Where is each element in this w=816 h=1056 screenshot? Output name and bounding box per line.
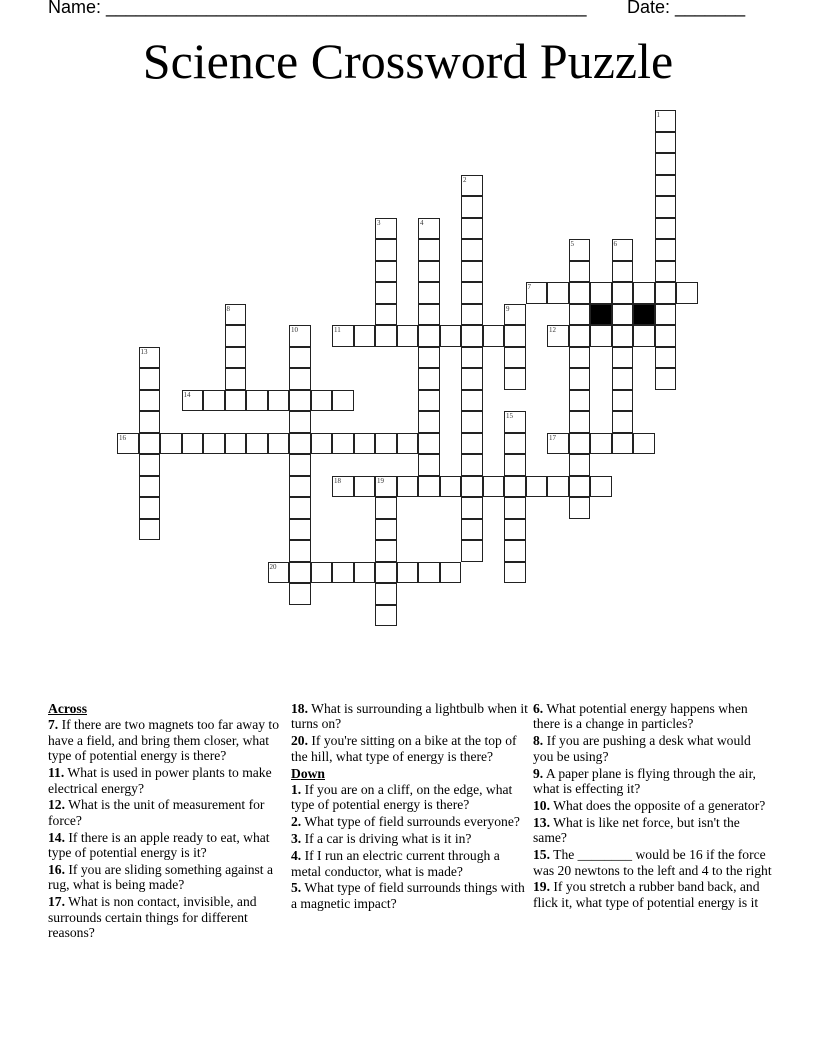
grid-cell[interactable] <box>461 304 483 326</box>
grid-cell[interactable] <box>375 562 397 584</box>
clue-down-4: 4. If I run an electric current through a metal conductor, what is made? <box>291 848 500 879</box>
clue-down-3: 3. If a car is driving what is it in? <box>291 831 472 847</box>
grid-cell[interactable] <box>612 261 634 283</box>
grid-cell[interactable] <box>139 433 161 455</box>
grid-cell[interactable] <box>268 390 290 412</box>
grid-cell[interactable] <box>612 411 634 433</box>
grid-cell[interactable] <box>225 304 247 326</box>
grid-cell[interactable] <box>612 325 634 347</box>
grid-cell[interactable] <box>289 562 311 584</box>
grid-cell[interactable] <box>655 175 677 197</box>
grid-cell[interactable] <box>332 433 354 455</box>
grid-cell[interactable] <box>225 433 247 455</box>
grid-cell[interactable] <box>655 347 677 369</box>
clue-down-1: 1. If you are on a cliff, on the edge, what type of potential energy is there? <box>291 782 513 813</box>
grid-cell[interactable] <box>289 476 311 498</box>
grid-cell[interactable] <box>440 476 462 498</box>
grid-cell[interactable] <box>289 497 311 519</box>
clue-number: 9 <box>506 304 510 313</box>
across-heading: Across <box>48 701 88 716</box>
clue-down-9: 9. A paper plane is flying through the air, what is effecting it? <box>533 765 756 797</box>
grid-cell[interactable] <box>590 433 612 455</box>
clue-number: 18 <box>334 476 341 485</box>
grid-cell[interactable] <box>569 282 591 304</box>
grid-cell[interactable] <box>504 325 526 347</box>
clue-across-14: 14. If there is an apple ready to eat, what type of potential energy is it? <box>48 829 270 861</box>
grid-cell[interactable] <box>547 433 569 455</box>
grid-cell[interactable] <box>440 562 462 584</box>
grid-cell[interactable] <box>268 562 290 584</box>
grid-cell[interactable] <box>504 304 526 326</box>
grid-cell[interactable] <box>397 562 419 584</box>
grid-cell[interactable] <box>375 497 397 519</box>
grid-cell[interactable] <box>139 476 161 498</box>
grid-cell[interactable] <box>418 390 440 412</box>
grid-cell[interactable] <box>569 368 591 390</box>
clue-across-17: 17. What is non contact, invisible, and surrounds certain things for different reasons? <box>48 894 257 941</box>
grid-cell[interactable] <box>246 433 268 455</box>
grid-cell[interactable] <box>461 411 483 433</box>
grid-cell[interactable] <box>418 347 440 369</box>
grid-cell[interactable] <box>655 261 677 283</box>
grid-cell[interactable] <box>504 454 526 476</box>
grid-cell[interactable] <box>139 454 161 476</box>
grid-cell[interactable] <box>461 347 483 369</box>
grid-cell[interactable] <box>526 476 548 498</box>
clue-down-15: 15. The ________ would be 16 if the force was 20 newtons to the left and 4 to the right <box>533 847 772 878</box>
grid-cell[interactable] <box>569 347 591 369</box>
grid-cell[interactable] <box>461 519 483 541</box>
grid-cell[interactable] <box>461 218 483 240</box>
grid-cell[interactable] <box>289 325 311 347</box>
grid-cell[interactable] <box>268 433 290 455</box>
grid-cell[interactable] <box>483 325 505 347</box>
clues-column-2 <box>291 701 531 913</box>
grid-cell[interactable] <box>375 304 397 326</box>
grid-cell[interactable] <box>139 519 161 541</box>
grid-cell[interactable] <box>289 411 311 433</box>
grid-cell[interactable] <box>461 325 483 347</box>
grid-cell[interactable] <box>289 347 311 369</box>
grid-cell[interactable] <box>418 218 440 240</box>
grid-cell[interactable] <box>590 476 612 498</box>
grid-cell[interactable] <box>375 540 397 562</box>
grid-cell[interactable] <box>139 347 161 369</box>
grid-cell[interactable] <box>655 325 677 347</box>
grid-cell[interactable] <box>311 562 333 584</box>
grid-cell[interactable] <box>375 282 397 304</box>
grid-cell[interactable] <box>418 239 440 261</box>
grid-cell[interactable] <box>483 476 505 498</box>
grid-cell[interactable] <box>354 562 376 584</box>
grid-cell[interactable] <box>289 583 311 605</box>
grid-cell[interactable] <box>569 411 591 433</box>
grid-cell[interactable] <box>289 454 311 476</box>
grid-cell[interactable] <box>655 153 677 175</box>
black-cell <box>590 304 612 326</box>
grid-cell[interactable] <box>440 325 462 347</box>
grid-cell[interactable] <box>418 562 440 584</box>
grid-cell[interactable] <box>182 390 204 412</box>
grid-cell[interactable] <box>504 519 526 541</box>
grid-cell[interactable] <box>504 368 526 390</box>
grid-cell[interactable] <box>633 433 655 455</box>
grid-cell[interactable] <box>225 347 247 369</box>
grid-cell[interactable] <box>225 390 247 412</box>
grid-cell[interactable] <box>612 347 634 369</box>
grid-cell[interactable] <box>418 433 440 455</box>
grid-cell[interactable] <box>569 433 591 455</box>
clue-number: 1 <box>656 111 660 119</box>
grid-cell[interactable] <box>160 433 182 455</box>
grid-cell[interactable] <box>182 433 204 455</box>
grid-cell[interactable] <box>655 132 677 154</box>
grid-cell[interactable] <box>375 433 397 455</box>
clue-number: 10 <box>291 326 298 334</box>
grid-cell[interactable] <box>461 390 483 412</box>
grid-cell[interactable] <box>289 519 311 541</box>
grid-cell[interactable] <box>139 411 161 433</box>
grid-cell[interactable] <box>569 476 591 498</box>
clue-number: 2 <box>463 175 467 184</box>
grid-cell[interactable] <box>612 304 634 326</box>
clue-number: 4 <box>420 218 424 227</box>
grid-cell[interactable] <box>375 239 397 261</box>
grid-cell[interactable] <box>461 175 483 197</box>
clue-across-12: 12. What is the unit of measurement for force? <box>48 797 265 828</box>
grid-cell[interactable] <box>332 325 354 347</box>
clue-number: 6 <box>613 240 617 248</box>
grid-cell[interactable] <box>655 282 677 304</box>
grid-cell[interactable] <box>375 261 397 283</box>
clue-number: 19 <box>377 476 384 485</box>
grid-cell[interactable] <box>461 454 483 476</box>
grid-cell[interactable] <box>655 110 677 132</box>
grid-cell[interactable] <box>461 540 483 562</box>
grid-cell[interactable] <box>461 433 483 455</box>
grid-cell[interactable] <box>655 196 677 218</box>
grid-cell[interactable] <box>676 282 698 304</box>
clue-number: 15 <box>506 412 513 420</box>
grid-cell[interactable] <box>139 497 161 519</box>
grid-cell[interactable] <box>354 325 376 347</box>
grid-cell[interactable] <box>375 325 397 347</box>
grid-cell[interactable] <box>655 304 677 326</box>
grid-cell[interactable] <box>418 368 440 390</box>
grid-cell[interactable] <box>504 476 526 498</box>
clue-number: 20 <box>269 562 277 571</box>
grid-cell[interactable] <box>418 282 440 304</box>
clue-across-20: 20. If you're sitting on a bike at the top of the hill, what type of energy is there? <box>291 733 517 764</box>
grid-cell[interactable] <box>612 282 634 304</box>
grid-cell[interactable] <box>547 282 569 304</box>
grid-cell[interactable] <box>461 368 483 390</box>
clue-across-11: 11. What is used in power plants to make electrical energy? <box>48 765 272 796</box>
clue-down-19: 19. If you stretch a rubber band back, and flick it, what type of potential energy is it <box>533 879 760 910</box>
grid-cell[interactable] <box>569 261 591 283</box>
grid-cell[interactable] <box>461 261 483 283</box>
grid-cell[interactable] <box>375 583 397 605</box>
grid-cell[interactable] <box>139 368 161 390</box>
grid-cell[interactable] <box>612 368 634 390</box>
grid-cell[interactable] <box>526 282 548 304</box>
grid-cell[interactable] <box>332 562 354 584</box>
grid-cell[interactable] <box>569 497 591 519</box>
clues-column-1 <box>48 701 288 942</box>
grid-cell[interactable] <box>418 304 440 326</box>
clue-down-13: 13. What is like net force, but isn't the same? <box>533 814 740 846</box>
clue-down-6: 6. What potential energy happens when there is a change in particles? <box>533 701 748 732</box>
grid-cell[interactable] <box>547 325 569 347</box>
grid-cell[interactable] <box>354 476 376 498</box>
grid-cell[interactable] <box>461 239 483 261</box>
grid-cell[interactable] <box>375 218 397 240</box>
name-field[interactable]: Name: ________________________________________________ <box>48 0 587 17</box>
grid-cell[interactable] <box>354 433 376 455</box>
grid-cell[interactable] <box>633 325 655 347</box>
clue-number: 16 <box>119 433 126 442</box>
clue-number: 13 <box>140 347 148 356</box>
grid-cell[interactable] <box>504 347 526 369</box>
down-heading: Down <box>291 765 325 781</box>
grid-cell[interactable] <box>504 562 526 584</box>
grid-cell[interactable] <box>461 196 483 218</box>
grid-cell[interactable] <box>397 476 419 498</box>
grid-cell[interactable] <box>569 239 591 261</box>
grid-cell[interactable] <box>203 390 225 412</box>
grid-cell[interactable] <box>289 368 311 390</box>
grid-cell[interactable] <box>332 390 354 412</box>
clue-down-8: 8. If you are pushing a desk what would you be using? <box>533 733 751 764</box>
clue-down-10: 10. What does the opposite of a generator? <box>533 797 766 813</box>
clue-down-5: 5. What type of field surrounds things with a magnetic impact? <box>291 880 525 911</box>
clue-down-2: 2. What type of field surrounds everyone? <box>291 814 520 830</box>
grid-cell[interactable] <box>569 325 591 347</box>
grid-cell[interactable] <box>590 282 612 304</box>
grid-cell[interactable] <box>461 476 483 498</box>
grid-cell[interactable] <box>504 540 526 562</box>
grid-cell[interactable] <box>461 497 483 519</box>
clue-number: 5 <box>570 240 574 248</box>
clue-number: 8 <box>226 304 230 313</box>
clue-number: 11 <box>334 326 341 334</box>
grid-cell[interactable] <box>311 433 333 455</box>
clue-number: 12 <box>549 326 556 334</box>
grid-cell[interactable] <box>117 433 139 455</box>
grid-cell[interactable] <box>504 411 526 433</box>
clue-number: 17 <box>549 433 556 442</box>
clue-number: 14 <box>183 390 191 399</box>
grid-cell[interactable] <box>418 454 440 476</box>
grid-cell[interactable] <box>225 325 247 347</box>
grid-cell[interactable] <box>225 368 247 390</box>
grid-cell[interactable] <box>332 476 354 498</box>
grid-cell[interactable] <box>461 282 483 304</box>
clue-across-18: 18. What is surrounding a lightbulb when it turns on? <box>291 701 528 732</box>
clue-number: 3 <box>377 218 381 227</box>
grid-cell[interactable] <box>569 390 591 412</box>
clues-column-3 <box>533 701 773 912</box>
grid-cell[interactable] <box>397 325 419 347</box>
grid-cell[interactable] <box>569 304 591 326</box>
clue-across-16: 16. If you are sliding something against a rug, what is being made? <box>48 862 274 893</box>
clue-across-7: 7. If there are two magnets too far away to have a field, and bring them closer, what type of potential energy is there? <box>48 717 280 764</box>
grid-cell[interactable] <box>590 325 612 347</box>
page-title: Science Crossword Puzzle <box>142 33 674 89</box>
black-cell <box>633 304 655 326</box>
clue-number: 7 <box>527 283 531 291</box>
date-field[interactable]: Date: _______ <box>627 0 746 17</box>
grid-cell[interactable] <box>655 368 677 390</box>
grid-cell[interactable] <box>547 476 569 498</box>
grid-cell[interactable] <box>418 476 440 498</box>
grid-cell[interactable] <box>139 390 161 412</box>
grid-cell[interactable] <box>504 433 526 455</box>
grid-cell[interactable] <box>655 218 677 240</box>
grid-cell[interactable] <box>633 282 655 304</box>
grid-cell[interactable] <box>397 433 419 455</box>
grid-cell[interactable] <box>203 433 225 455</box>
grid-cell[interactable] <box>246 390 268 412</box>
grid-cell[interactable] <box>612 433 634 455</box>
grid-cell[interactable] <box>375 519 397 541</box>
grid-cell[interactable] <box>375 605 397 627</box>
grid-cell[interactable] <box>612 390 634 412</box>
grid-cell[interactable] <box>289 540 311 562</box>
grid-cell[interactable] <box>504 497 526 519</box>
grid-cell[interactable] <box>418 411 440 433</box>
grid-cell[interactable] <box>655 239 677 261</box>
grid-cell[interactable] <box>418 261 440 283</box>
grid-cell[interactable] <box>612 239 634 261</box>
grid-cell[interactable] <box>311 390 333 412</box>
grid-cell[interactable] <box>375 476 397 498</box>
grid-cell[interactable] <box>569 454 591 476</box>
grid-cell[interactable] <box>418 325 440 347</box>
grid-cell[interactable] <box>289 390 311 412</box>
grid-cell[interactable] <box>289 433 311 455</box>
